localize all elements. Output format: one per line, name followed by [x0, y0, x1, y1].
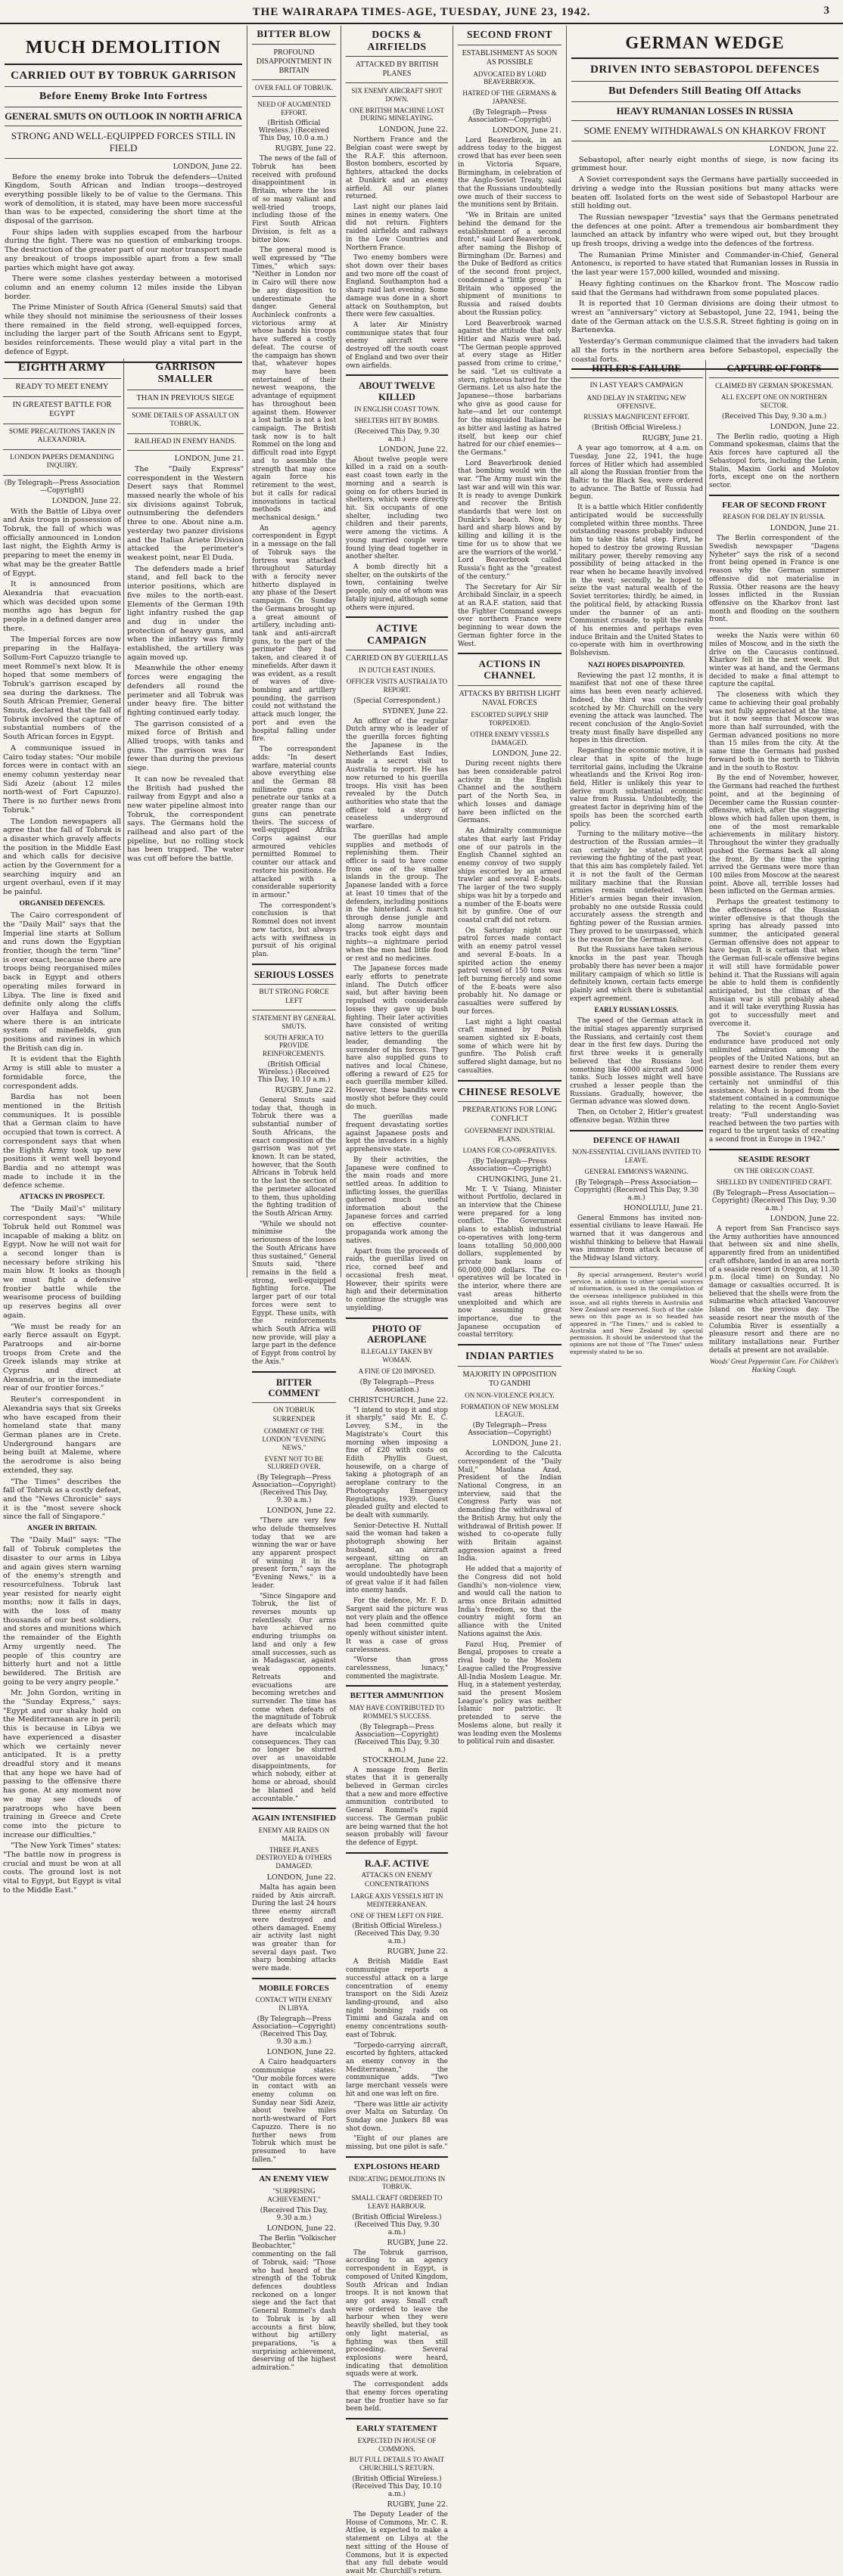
paragraph: Lord Beaverbrook warned against the attitude that only Hitler and Nazis were bad. "The German people approved at every stage as Hitler passed from crime to crime," he said. "Let us cultivate a stern, righteous hatred for the Germans. Let us also hate the Japanese—those barbarians who give as good cause for hate—and let our contempt for the misguided Italians be as bitter and lasting as hatred itself, but keep our chief hatred for our chief enemies—the Germans.": [458, 319, 561, 458]
dateline: LONDON, June 22.: [769, 144, 838, 154]
paragraph: A report from San Francisco says the Army authorities have announced that between six and nine shells, apparently fired from an unidentified craft offshore, landed in an area north of a seaside resort in Oregon, at 11.30 p.m. (local time) on Sunday. No damage or casualties occurred. It is believed that the shells were from the submarine which attacked Vancouver Island on the previous day. The seaside resort near the mouth of the Columbia River is essentially a pleasure resort and there are no military installations near. Further details at present are not available.: [709, 1224, 839, 1355]
dateline: LONDON, June 22.: [266, 2048, 336, 2057]
headline: ACTIONS IN CHANNEL: [478, 658, 541, 681]
subheadline: CLAIMED BY GERMAN SPOKESMAN.: [715, 382, 833, 390]
credit-line: (By Telegraph—Press Association—Copyright) (Received This Day, 9.30 a.m.): [252, 1474, 336, 1505]
paragraph: Perhaps the greatest testimony to the effectiveness of the Russian winter offensive is that though the spring has already passed into summer, the anticipated general German offensive does not appear to have begun. It is certain that when the German full-scale offensive begins it will still have formidable power behind it. That the Russians will again be able to hold them is confidently anticipated, but the climax of the Russian war is still probably ahead and it will take everything Russia has got to successfully meet and overcome it.: [709, 898, 839, 1028]
paragraph: He added that a majority of the Congress did not hold Gandhi's non-violence view, and would call the nation to arms once Britain admitted India's freedom, so that the country might form an alliance with the United Nations against the Axis.: [458, 1566, 561, 1638]
subheadline: INDICATING DEMOLITIONS IN TOBRUK.: [348, 2174, 446, 2191]
article-body: [346, 718, 448, 1313]
headline: R.A.F. ACTIVE: [365, 1858, 429, 1869]
subheadline: MAY HAVE CONTRIBUTED TO ROMMEL'S SUCCESS.: [349, 1704, 445, 1720]
subheadline: ATTACKED BY BRITISH PLANES: [355, 61, 439, 79]
article-body: [570, 1017, 703, 1125]
paragraph: Meanwhile the other enemy forces were engaging the defenders all round the perimeter and all Tobruk was under heavy fire. The bitter fighting continued early today.: [127, 664, 244, 717]
paragraph: "There was little air activity over Malta on Saturday. On Sunday one Junkers 88 was shot down.: [346, 2100, 448, 2133]
subheadline: ENEMY AIR RAIDS ON MALTA.: [258, 1826, 330, 1842]
paragraph: The "Daily Express" correspondent in the Western Desert says that Rommel massed nearly the whole of his six divisions against Tobruk, outnumbering the defenders three to one. About nine a.m. yesterday two panzer divisions and the Italian Ariete Division attacked the perimeter's weakest point, near El Duda.: [127, 464, 244, 562]
credit-line: (British Official Wireless.) (Received This Day, 10.0 a.m.): [258, 119, 330, 143]
dateline: LONDON, June 22.: [51, 496, 121, 505]
headline: INDIAN PARTIES: [465, 1350, 554, 1362]
paragraph: The Secretary for Air Sir Archibald Sinclair, in a speech at an R.A.F. station, said that the Fighter Command sweeps over northern France were beginning to wear down the German fighter force in the West.: [458, 583, 561, 648]
paragraph: It can now be revealed that the British had pushed the railway from Egypt and also a new water pipeline almost into Tobruk, the correspondent says. The Germans hold the railhead and also part of the pipeline, but no rolling stock has been trapped. The water was cut off before the battle.: [127, 774, 244, 864]
headline: FEAR OF SECOND FRONT: [722, 500, 826, 510]
subheadline: ON THE OREGON COAST.: [734, 1167, 814, 1175]
headline: SERIOUS LOSSES: [254, 969, 334, 980]
paragraph: It is announced from Alexandria that evacuation which was decided upon some months ago has begun for people in a defined danger area there.: [3, 580, 121, 633]
subheadline: IN GREATEST BATTLE FOR EGYPT: [12, 400, 112, 419]
headline: AGAIN INTENSIFIED: [252, 1814, 336, 1823]
article-body: [346, 456, 448, 613]
headline: EXPLOSIONS HEARD: [353, 2162, 440, 2171]
paragraph: "While we should not minimise the seriousness of the losses the South Africans have thus sustained," General Smuts said, "there remains in the field a strong, well-equipped fighting force. The larger part of our total forces were sent to Egypt. These units, with the reinforcements which South Africa will now provide, will play a large part in the defence of Egypt from control by the Axis.": [252, 1220, 336, 1366]
paragraph: Sebastopol, after nearly eight months of siege, is now facing its grimmest hour.: [571, 155, 838, 173]
credit-line: (British Official Wireless.) (Received This Day, 10.10 a.m.): [257, 1060, 331, 1084]
paragraph: Four ships laden with supplies escaped from the harbour during the fight. There was no question of embarking troops. The destruction of the greater part of our motor transport made any breakout of troops impossible apart from a few small parties which might have got away.: [5, 228, 242, 272]
headline: CHINESE RESOLVE: [459, 1085, 561, 1097]
subheadline: SIX ENEMY AIRCRAFT SHOT DOWN.: [351, 87, 443, 103]
article-body: [571, 156, 838, 364]
paragraph: But the Russians have taken serious knocks in the past year. Though probably there has never been a major military campaign of which so little is definitely known, certain facts emerge plainly and which there is substantial expert agreement.: [570, 946, 703, 1003]
subheadline: LOANS FOR CO-OPERATIVES.: [462, 1146, 557, 1154]
subheadline: BUT FULL DETAILS TO AWAIT CHURCHILL'S RETURN.: [349, 2456, 445, 2472]
paragraph: It is evident that the Eighth Army is still able to muster a formidable force, the correspondent adds.: [3, 1055, 121, 1091]
headline: HITLER'S FAILURE: [592, 363, 681, 374]
article-body: [3, 507, 121, 897]
paragraph: Apart from the proceeds of raids, the guerillas lived on rice, corned beef and occasional fresh meat. However, their spirits were high and their determination to continue the struggle was unyielding.: [346, 1247, 448, 1312]
dateline: LONDON, June 22.: [378, 445, 448, 454]
dateline: LONDON, June 22.: [378, 126, 448, 135]
paragraph: The guerillas had ample supplies and methods of replenishing them. Their officer is said to have come from one of the smaller islands in the group. The Japanese landed with a force at least 10 times that of the defenders, including positions in the hinterland. A march through dense jungle and along narrow mountain tracks took eight days and nights—a nightmare period when the men had little food or rest and no medicines.: [346, 833, 448, 963]
page-number: 3: [823, 5, 829, 17]
paragraph: Lord Beaverbrook, in an address today to the biggest crowd that has ever been seen in Victoria Square, Birmingham, in celebration of the Anglo-Soviet Treaty, said that the Russians undoubtedly owe much of their success to the munitions sent by Britain.: [458, 136, 561, 209]
paragraph: "Torpedo-carrying aircraft, escorted by fighters, attacked an enemy convoy in the Mediterranean," the communique adds. "Two large merchant vessels were hit and one was left on fire.: [346, 2041, 448, 2098]
dateline: RUGBY, June 22.: [387, 2238, 448, 2247]
headline: MOBILE FORCES: [259, 1983, 329, 1993]
paragraph: A message from Berlin states that it is generally believed in German circles that a new and more effective ammunition contributed to General Rommel's rapid success. The German public are being warned that the hot season probably will favour the defence of Egypt.: [346, 1766, 448, 1848]
paragraph: "The Times" describes the fall of Tobruk as a costly defeat, and the "News Chronicle" says it is the "most severe shock since the fall of Singapore.": [3, 1477, 121, 1522]
credit-line: (By Telegraph—Press Association—Copyright): [468, 1422, 552, 1438]
article-body: [570, 445, 703, 658]
dateline: LONDON, June 21.: [492, 126, 561, 135]
column-4: [453, 26, 566, 1746]
paragraph: "Worse than gross carelessness, lunacy," commented the magistrate.: [346, 1656, 448, 1681]
paragraph: The Cairo correspondent of the "Daily Mail" says that the Imperial line starts at Sollum and runs down the Egyptian frontier, though the term "line" is over exact, because there are troops being reorganised miles back in Egypt and others operating miles forward in Libya. The line is fixed and definite only along the cliffs over Halfaya and Sollum, where there is an intricate system of minefields, gun positions and ravines in which the British can dig in.: [3, 911, 121, 1053]
dateline: RUGBY, June 22.: [275, 1085, 336, 1094]
headline: CAPTURE OF FORTS: [726, 363, 822, 374]
paragraph: The "Daily Mail" says: "The fall of Tobruk completes the disaster to our arms in Libya and again gives stern warning of the enemy's strength and resourcefulness. Tobruk last year resisted for nearly eight months; now it falls in days, with the loss of many thousands of our best soldiers, and stores and munitions which the remainder of the Eighth Army urgently need. The people of this country are bitterly hurt and not a little bewildered. The British are going to be very angry people.": [3, 1536, 121, 1687]
article-body: [252, 155, 336, 958]
credit-line: (By Telegraph—Press Association—Copyright) (Received This Day, 9.30 a.m.): [354, 1723, 440, 1754]
headline: GERMAN WEDGE: [625, 33, 785, 52]
dateline: LONDON, June 22.: [266, 2224, 336, 2233]
article-body: [458, 137, 561, 649]
headline: DEFENCE OF HAWAII: [593, 1135, 680, 1145]
subheadline: LARGE AXIS VESSELS HIT IN MEDITERRANEAN.: [350, 1892, 443, 1908]
paragraph: "We in Britain are united behind the demand for the establishment of a second front," said Lord Beaverbrook, after naming the Bishop of Birmingham (Dr. Barnes) and the Duke of Bedford as critics of the second front project, condemned a "little group" in Britain who opposed the shipment of munitions to Russia and raised doubts about the Russian policy.: [458, 212, 561, 317]
paragraph: "There are very few who delude themselves today that we are winning the war or have any apparent prospect of winning it in its present form," says the "Evening News," in a leader.: [252, 1517, 336, 1590]
headline: CARRIED OUT BY TOBRUK GARRISON: [11, 69, 236, 82]
headline: DRIVEN INTO SEBASTOPOL DEFENCES: [590, 64, 820, 76]
paragraph: Senior-Detective H. Nuttall said the woman had taken a photograph showing her husband, an aircraft sergeant, sitting on an aeroplane. The photograph would undoubtedly have been of great value if it had fallen into enemy hands.: [346, 1522, 448, 1595]
paragraph: weeks the Nazis were within 60 miles of Moscow, and in the sixth the drive on the Caucasus continued. Kharkov fell in the next week. But winter was at hand, and the Germans decided to make a final attempt to capture the capital.: [709, 632, 839, 689]
headline: BITTER BLOW: [257, 28, 331, 39]
article-body: [127, 465, 244, 864]
paragraph: The Imperial forces are now preparing in the Halfaya-Sollum-Fort Capuzzo triangle to meet Rommel's next blow. It is hoped that some members of Tobruk's garrison escaped by sea during the darkness. The South African Premier, General Smuts, declared that the fall of Tobruk involved the capture of substantial numbers of the South African forces in Egypt.: [3, 635, 121, 742]
subheadline: OVER FALL OF TOBRUK.: [254, 83, 334, 92]
paragraph: Yesterday's German communique claimed that the invaders had taken all the forts in the northern area before Sebastopol, especially the coastal forts.: [571, 337, 838, 364]
subheadline: ILLEGALLY TAKEN BY WOMAN.: [360, 1348, 434, 1364]
dateline: RUGBY, June 22.: [387, 2500, 448, 2509]
paragraph: For the defence, Mr. F. D. Sargent said the picture was not very plain and the offence had been committed quite openly without sinister intent. It was a case of gross carelessness.: [346, 1597, 448, 1654]
subheadline: GENERAL EMMONS'S WARNING.: [584, 1167, 689, 1175]
article-body: [346, 136, 448, 370]
dateline: CHRISTCHURCH, June 22.: [348, 1395, 448, 1404]
subheadline: REASON FOR DELAY IN RUSSIA.: [723, 513, 826, 521]
credit-line: (By Telegraph—Press Association.): [359, 1378, 434, 1394]
paragraph: Northern France and the Belgian coast were swept by the R.A.F. this afternoon. Boston bombers, escorted by fighters, attacked the docks at Dunkirk and an enemy airfield. All our planes returned.: [346, 136, 448, 201]
column-rule: [123, 358, 124, 1277]
section-subhead: NAZI HOPES DISAPPOINTED.: [588, 660, 685, 669]
subheadline: ONE BRITISH MACHINE LOST DURING MINELAYING.: [350, 106, 444, 123]
article-body: [709, 1225, 839, 1355]
subheadline: SOME PRECAUTIONS TAKEN IN ALEXANDRIA.: [8, 428, 116, 445]
paragraph: Before the enemy broke into Tobruk the defenders—United Kingdom, South African and Indian troops—destroyed everything possible likely to be of value to the Germans. This work of demolition, it is stated, may have been more successful than was to be expected, considering the short time at the disposal of the garrison.: [5, 172, 242, 226]
paragraph: The "Daily Mail's" military correspondent says: "While Tobruk held out Rommel was incapable of making a blitz on Egypt. Now he will not wait for a second longer than is necessary before striking his main blow. It looks as though we must fight a defensive frontier battle while the wearisome process of building up reserves begins all over again.: [3, 1205, 121, 1320]
credit-line: (British Official Wireless.) (Received This Day, 10.10 a.m.): [352, 2475, 442, 2498]
paragraph: Last night a light coastal craft manned by Polish seamen sighted six E-boats, some of which were hit by gunfire. The Polish craft suffered slight damage, but no casualties.: [458, 1018, 561, 1075]
paragraph: According to the Calcutta correspondent of the "Daily Mail," Maulana Azad, President of the Indian National Congress, in an interview, said that the Congress Party was not demanding the withdrawal of the British Army, but only the withdrawal of British power. If wished to co-operate fully with Britain against aggression against a freed India.: [458, 1450, 561, 1563]
paragraph: "Since Singapore and Tobruk, the list of reverses mounts up relentlessly. Our arms have achieved no enduring triumphs on land and only a few small successes, such as in Madagascar, against weak opponents. Retreats and evacuations are becoming wretches and surrender. The time has come when defeats of the magnitude of Tobruk are defeats which may have incalculable consequences. They can no longer be slurred over as unavoidable disappointments, for which nobody, either at home or abroad, should be blamed and held accountable.": [252, 1592, 336, 1803]
section-subhead: ATTACKS IN PROSPECT.: [19, 1193, 105, 1202]
credit-line: (Special Correspondent.): [353, 697, 440, 705]
article-body: [709, 433, 839, 490]
article-body: [346, 1767, 448, 1848]
headline: SEASIDE RESORT: [738, 1154, 810, 1164]
paragraph: The Berlin "Volkischer Beobachter," commenting on the fall of Tobruk, said: "Those who had heard of the strength of the Tobruk defences doubtless reckoned on a longer siege and the fact that General Rommel's dash to Tobruk is by all accounts a first blow, without big artillery preparations, "is a surprising achievement, deserving of the highest admiration.": [252, 2234, 336, 2373]
article-body: [252, 1097, 336, 1367]
paragraph: Heavy fighting continues on the Kharkov front. The Moscow radio said that the Germans had withdrawn from some populated places.: [571, 279, 838, 297]
subheadline: CONTACT WITH ENEMY IN LIBYA.: [255, 1996, 333, 2013]
headline: BETTER AMMUNITION: [350, 1691, 444, 1701]
article-body-continued: [709, 632, 839, 1144]
subheadline: GENERAL SMUTS ON OUTLOOK IN NORTH AFRICA: [5, 110, 242, 122]
subheadline: IN ENGLISH COAST TOWN.: [353, 405, 440, 414]
paragraph: There were some clashes yesterday between a motorised column and an enemy column 12 miles inside the Libyan border.: [5, 275, 242, 301]
column-5: [567, 26, 843, 1374]
credit-line: (By Telegraph—Press Association—Copyright) (Received This Day, 9.30 a.m.): [574, 1178, 699, 1202]
dateline: LONDON, June 21.: [174, 454, 244, 463]
subheadline: CARRIED ON BY GUERILLAS: [346, 654, 448, 663]
headline: PHOTO OF AEROPLANE: [367, 1323, 427, 1345]
headline: GARRISON SMALLER: [155, 362, 216, 386]
dateline: RUGBY, June 21.: [642, 434, 703, 443]
dateline: LONDON, June 22.: [492, 750, 561, 759]
paragraph: An Admiralty communique states that early last Friday one of our patrols in the English Channel sighted an enemy convoy of two supply ships escorted by an armed trawler and several E-boats. The larger of the two supply ships was hit by a torpedo and a number of the E-boats were hit by gunfire. One of our coastal craft did not return.: [458, 827, 561, 924]
section-subhead: ANGER IN BRITAIN.: [27, 1525, 97, 1533]
subheadline: SHELLED BY UNIDENTIFIED CRAFT.: [716, 1178, 832, 1187]
paragraph: With the Battle of Libya over and Axis troops in possession of Tobruk, the fall of which was officially announced in London last night, the Eighth Army is preparing to meet the enemy in what may be the greater Battle of Egypt.: [3, 507, 121, 578]
advertisement: Woods' Great Peppermint Cure. For Children's Hacking Cough.: [709, 1358, 838, 1374]
subheadline: OTHER ENEMY VESSELS DAMAGED.: [470, 730, 549, 746]
subheadline: ON NON-VIOLENCE POLICY.: [465, 1391, 555, 1399]
dateline: LONDON, June 22.: [770, 1214, 839, 1223]
paragraph: "Eight of our planes are missing, but one pilot is safe.": [346, 2135, 448, 2152]
subheadline: THREE PLANES DESTROYED & OTHERS DAMAGED.: [256, 1845, 332, 1870]
headline: MUCH DEMOLITION: [25, 38, 222, 57]
paragraph: Lord Beaverbrook denied that bombing would win the war. "The Army must win the last war and will win this war. It is ready to avenge Dunkirk and recover the British standards that were lost on Dunkirk's beach. Now, by hard and sharp blows and by killing and killing it is the time for us to show that we are the warriors of the world." Lord Beaverbrook called Russia's fight as the "greatest of the century.": [458, 459, 561, 581]
dateline: CHUNGKING, June 21.: [477, 1175, 561, 1184]
dateline: SYDNEY, June 22.: [382, 706, 448, 715]
credit-line: (British Official Wireless.) (Received This Day, 9.30 a.m.): [352, 1923, 442, 1946]
credit-line: (Received This Day, 9.30 a.m.): [354, 427, 440, 443]
article-body: [570, 1215, 703, 1263]
newspaper-title: THE WAIRARAPA TIMES-AGE, TUESDAY, JUNE 23, 1942.: [252, 6, 591, 18]
paragraph: The correspondent's conclusion is that Rommel does not invent new tactics, but always acts with swiftness in pursuit of his original plan.: [252, 902, 336, 959]
article-body: [458, 1450, 561, 1746]
dateline: RUGBY, June 22.: [275, 144, 336, 154]
paragraph: A Cairo headquarters communique states: "Our mobile forces were in contact with an enemy column on Sunday near Sidi Azeiz, about twelve miles north-westward of Fort Capuzzo. There is no further news from Tobruk which must be presumed to have fallen.": [252, 2059, 336, 2164]
paragraph: The Berlin radio, quoting a High Command spokesman, claims that the Axis forces have captured all the Sebastopol forts, including the Lenin, Stalin, Maxim Gorki and Molotov forts, except one on the northern sector.: [709, 433, 839, 490]
subheadline: PREPARATIONS FOR LONG CONFLICT: [462, 1106, 557, 1124]
subheadline: THAN IN PREVIOUS SIEGE: [136, 394, 235, 403]
paragraph: An agency correspondent in Egypt in a message on the fall of Tobruk says the fortress was attacked throughout Saturday with a ferocity never hitherto displayed in any phase of the Desert campaign. On Sunday the Germans brought up a great amount of artillery, including anti-tank and anti-aircraft guns, to the part of the perimeter they had taken, and cleared it of minefields. After dawn it was evident, as a result of waves of dive-bombing and artillery pounding, the garrison could not withstand the attack much longer, the port and even the hospital falling under fire.: [252, 524, 336, 743]
subheadline: NON-ESSENTIAL CIVILIANS INVITED TO LEAVE.: [571, 1148, 701, 1164]
article-body: [570, 672, 703, 1004]
paragraph: The Rumanian Prime Minister and Commander-in-Chief, General Antonescu, is reported to have stated that Rumanian losses in Russia in the last year were 157,000 killed, wounded and missing.: [571, 250, 838, 278]
paragraph: General Smuts said today that, though in Tobruk there was a substantial number of South Africans, the exact composition of the garrison was not yet known. It can be stated, however, that the South Africans in Tobruk held to the last the section of the perimeter allocated to them, thus upholding the fighting tradition of the South African Army.: [252, 1096, 336, 1218]
column-3: [341, 26, 453, 2575]
subheadline: ESCORTED SUPPLY SHIP TORPEDOED.: [471, 711, 549, 727]
paragraph: Mr. T. V. Tsiang, Minister without Portfolio, declared in an interview that the Chinese were prepared for a long conflict. The Government plans to establish industrial co-operatives with long-term loans totalling 50,000,000 dollars, supplemented by private bank loans of 60,000,000 dollars. The co-operatives will be located in the interior, where there are vast areas hitherto unexploited and which are now assuming great importance, due to the Japanese occupation of coastal territory.: [458, 1185, 561, 1339]
article-body: [709, 535, 839, 624]
hitlers-failure-article: [570, 360, 703, 1355]
section-subhead: EARLY RUSSIAN LOSSES.: [594, 1006, 679, 1014]
garrison-article: [127, 358, 244, 1277]
eighth-army-article: [3, 358, 121, 1895]
subheadline: MAJORITY IN OPPOSITION TO GANDHI: [462, 1370, 557, 1388]
right-subcolumn: [709, 360, 839, 1374]
subheadline: SOUTH AFRICA TO PROVIDE REINFORCEMENTS.: [263, 1033, 325, 1058]
paragraph: About twelve people were killed in a raid on a south-east coast town early in the morning and a search is going on for others buried in shelters, which were directly hit. Six occupants of one shelter, including two children and their parents, were among the victims. A young married couple were found lying dead together in another shelter.: [346, 455, 448, 561]
credit-line: (By Telegraph—Press Association—Copyright): [4, 479, 120, 495]
dateline: LONDON, June 22.: [173, 162, 242, 171]
subheadline: LONDON PAPERS DEMANDING INQUIRY.: [10, 453, 114, 470]
dateline: HONOLULU, June 21.: [624, 1203, 703, 1212]
credit-line: (By Telegraph—Press Association—Copyright): [468, 1157, 552, 1173]
paragraph: The news of the fall of Tobruk has been received with profound disappointment in Britain, where the loss of so many valiant and well-tried troops, including those of the First South African Division, is felt as a bitter blow.: [252, 155, 336, 244]
subheadline: SOME ENEMY WITHDRAWALS ON KHARKOV FRONT: [583, 125, 826, 137]
paragraph: Fazul Huq, Premier of Bengal, proposes to create a rival body to the Moslem League called the Progressive All-India Moslem League. Mr. Huq, in a statement yesterday, said the present Moslem League's policy was neither Islamic nor patriotic. It pretended to serve the Moslems alone, but really it was leading even the Moslems to political ruin and disaster.: [458, 1640, 561, 1746]
paragraph: The correspondent adds: "In desert warfare, material counts above everything else and the German 88 millimetre guns can penetrate our tanks at a greater range than our guns can penetrate theirs. The success of well-equipped Afrika Corps against our armoured vehicles permitted Rommel to counter our attack and restore his positions. He attacked with a considerable superiority in armour.": [252, 746, 336, 900]
paragraph: Mr. John Gordon, writing in the "Sunday Express," says: "Egypt and our shaky hold on the Mediterranean are in peril; this is because in Libya we have experienced a disaster which we certainly never anticipated. It is a pretty dreadful story and it means that any hope we have had of passing to the offensive there has gone. At any moment now we may see clouds of paratroops who have been training in Greece and Crete come into the picture to increase our difficulties.": [3, 1689, 121, 1839]
article-body: [346, 2511, 448, 2576]
paragraph: It is reported that 10 German divisions are doing their utmost to wrest an "anniversary" victory at Sebastopol, June 22, 1941, being the date of the German attack on the U.S.S.R. Street fighting is going on in Bartenevka.: [571, 299, 838, 335]
paragraph: The Soviet's courage and endurance have produced not only unlimited admiration among the peoples of the United Nations, but an earnest desire to render them every possible assistance. The Russians are certainly not unmindful of this assistance. Much is hoped from the statement contained in a communique relating to the recent Anglo-Soviet treaty: "Full understanding was reached between the two parties with regard to the urgent tasks of creating a second front in Europe in 1942.": [709, 1030, 839, 1144]
subheadline: EXPECTED IN HOUSE OF COMMONS.: [357, 2436, 437, 2453]
credit-line: (Received This Day, 9.30 a.m.): [260, 2206, 328, 2222]
subheadline: OFFICER VISITS AUSTRALIA TO REPORT.: [346, 678, 448, 694]
dateline: RUGBY, June 22.: [387, 1948, 448, 1957]
paragraph: The Prime Minister of South Africa (General Smuts) said that while they should not minimise the seriousness of their losses there remained in the field strong, well-equipped forces, including the larger part of the South Africans sent to Egypt, besides reinforcements. These would play a vital part in the defence of Egypt.: [5, 303, 242, 356]
paragraph: The general mood is well expressed by "The Times," which says: "Neither in London nor in Cairo will there now be any disposition to underestimate the danger. General Auchinleck confronts a victorious army at whose hands his troops have suffered a costly defeat. The course of the campaign has shown that, whatever hopes may have been entertained of their newest weapons, the advantage of equipment has throughout been against them. However a lost battle is not a lost campaign. The British task now is to halt Rommel on the long and difficult road into Egypt and to assemble the strength that may once again force his retirement to the west, but it calls for radical innovations in tactical methods and mechanical design.": [252, 247, 336, 522]
subheadline: ESTABLISHMENT AS SOON AS POSSIBLE: [462, 48, 558, 67]
paragraph: The Tobruk garrison, according to an agency correspondent in Egypt, is composed of United Kingdom, South African and Indian troops. It is not known that any got away. Small craft were ordered to leave the harbour when they were heavily shelled, but they took only light material, as fighting was then still proceeding. Several explosions were heard, indicating that demolition squads were at work.: [346, 2249, 448, 2379]
lead-story-column: [0, 26, 247, 1895]
credit-line: (By Telegraph—Press Association—Copyright) (Received This Day, 9.30 a.m.): [711, 1189, 837, 1212]
subheadline: But Defenders Still Beating Off Attacks: [608, 85, 801, 97]
subheadline: STATEMENT BY GENERAL SMUTS.: [252, 1013, 336, 1030]
paragraph: The Berlin correspondent of the Swedish newspaper "Dagens Nyheter" says the risk of a second front being opened in France is one reason why the German summer offensive did not materialise in Russia. Other reasons are the heavy losses inflicted in the Russian offensive on the Kharkov front last month and flooding on the southern front.: [709, 535, 839, 624]
subheadline: STRONG AND WELL-EQUIPPED FORCES STILL IN FIELD: [11, 130, 236, 154]
credit-line: (Received This Day, 9.30 a.m.): [721, 412, 827, 421]
credit-line: (British Official Wireless.): [591, 424, 682, 433]
subheadline: RAILHEAD IN ENEMY HANDS.: [134, 437, 237, 445]
paragraph: Bardia has not been mentioned in the British communiques. It is possible that a German claim to have occupied that town is correct. A correspondent says that when the Eighth Army took up new positions it went well beyond Bardia and no attempt was made to include it in the defence scheme.: [3, 1093, 121, 1190]
subheadline: RUSSIA'S MAGNIFICENT EFFORT.: [583, 413, 689, 421]
paragraph: A communique issued in Cairo today states: "Our mobile forces were in contact with an enemy column yesterday near Sidi Azeiz (about 12 miles north-west of Fort Capuzzo). There is no further news from Tobruk.": [3, 743, 121, 815]
paragraph: Malta has again been raided by Axis aircraft. During the last 24 hours three enemy aircraft were destroyed and others damaged. Enemy air activity last night was greater than for several days past. Two sharp bombing attacks were made.: [252, 1883, 336, 1973]
paragraph: The Deputy Leader of the House of Commons, Mr. C. R. Attlee, is expected to make a statement on Libya at the next sitting of the House of Commons, but it is expected that any full debate would await Mr. Churchill's return.: [346, 2510, 448, 2575]
subheadline: GOVERNMENT INDUSTRIAL PLANS.: [464, 1127, 555, 1143]
paragraph: Turning to the military motive—the destruction of the Russian armies—it can certainly be stated, without reviewing the fighting of the past year, that this aim has completely failed. Yet it is not the fault of the German military machine that the Russian armies remain undefeated. When Hitler's armies began their invasion, probably no one outside Russia could accurately assess the strength and fighting power of the Russian armies. They proved to be unsurpassed, which is the reason for the German failure.: [570, 830, 703, 944]
paragraph: A later Air Ministry communique states that four enemy aircraft were destroyed off the south coast of England and two over their own airfields.: [346, 321, 448, 370]
subheadline: A FINE OF £20 IMPOSED.: [358, 1367, 436, 1375]
subheadline: NEED OF AUGMENTED EFFORT.: [257, 100, 331, 116]
subheadline: SHELTERS HIT BY BOMBS.: [354, 416, 440, 424]
article-body: [458, 1186, 561, 1340]
credit-line: (By Telegraph—Press Association—Copyright): [468, 108, 552, 124]
credit-line: (British Official Wireless.) (Received This Day, 9.30 a.m.): [352, 2213, 442, 2236]
subheadline: ALL EXCEPT ONE ON NORTHERN SECTOR.: [721, 393, 827, 409]
subheadline: COMMENT OF THE LONDON "EVENING NEWS.": [262, 1427, 326, 1451]
subheadline: AND DELAY IN STARTING NEW OFFENSIVE.: [586, 393, 686, 410]
article-body: [3, 1205, 121, 1522]
headline: EIGHTH ARMY: [18, 362, 106, 374]
paragraph: The garrison consisted of a mixed force of British and Allied troops, with tanks and guns. The garrison was far fewer than during the previous siege.: [127, 719, 244, 773]
subheadline: ADVOCATED BY LORD BEAVERBROOK.: [473, 70, 546, 86]
paragraph: A Soviet correspondent says the Germans have partially succeeded in driving a wedge into the Russian positions but many attacks were beaten off. Isolated forts on the west side of Sebastopol Harbour are still holding out.: [571, 175, 838, 211]
subheadline: ONE OF THEM LEFT ON FIRE.: [350, 1911, 443, 1920]
paragraph: The speed of the German attack in the initial stages apparently surprised the Russians, and certainly cost them dear in the first few days. During the first three weeks it is generally believed that the Russians lost something like 4000 aircraft and 5000 tanks. Such losses might well have crushed a lesser people than the Russians. Gradually, however, the German advance was slowed down.: [570, 1017, 703, 1106]
paragraph: "The New York Times" states: "The battle now in progress is crucial and must be won at all costs. The ground lost is not vital to Egypt, but Egypt is vital to the Middle East.": [3, 1842, 121, 1895]
paragraph: An officer of the regular Dutch army who is leader of the guerilla forces fighting the Japanese in the Netherlands East Indies, made a secret visit to Australia to report. He has now returned to his guerilla troops. His visit has been revealed by the Dutch authorities who state that the officer told a story of ceaseless underground warfare.: [346, 717, 448, 831]
paragraph: A year ago tomorrow, at 4 a.m. on Tuesday, June 22, 1941, the huge forces of Hitler which had assembled all along the Russian frontier from the Baltic to the Black Sea, were ordered to advance. The Battle of Russia had begun.: [570, 445, 703, 501]
paragraph: A British Middle East communique reports a successful attack on a large concentration of enemy transport on the Sidi Azeiz landing-ground, and also night bombing raids on Timimi and Gazala and on enemy concentrations south-east of Tobruk.: [346, 1958, 448, 2039]
paragraph: Reviewing the past 12 months, it is manifest that not one of these three aims has been even nearly achieved. Indeed, the third was conclusively scotched by Mr. Churchill on the very evening the attack was launched. The recent conclusion of the Anglo-Soviet treaty must finally have dispelled any hopes in this direction.: [570, 672, 703, 745]
dateline: LONDON, June 22.: [266, 1507, 336, 1516]
paragraph: The correspondent adds that enemy forces operating near the frontier have so far been held.: [346, 2381, 448, 2413]
paragraph: The London newspapers all agree that the fall of Tobruk is a disaster which gravely affects the position in the Middle East and which calls for decisive action by the Government for a searching inquiry and an urgent overhaul, even if it may be painful.: [3, 817, 121, 897]
section-subhead: ORGANISED DEFENCES.: [19, 899, 105, 908]
paragraph: By special arrangement, Reuter's world service, in addition to other special sources of information, is used in the compilation of the overseas intelligence published in this issue, and all rights therein in Australia and New Zealand are reserved. Such of the cable news on this page as is so headed has appeared in "The Times," and is cabled to Australia and New Zealand by special permission. It should be understood that the opinions are not those of "The Times" unless expressly stated to be so.: [570, 1271, 703, 1355]
paragraph: Regarding the economic motive, it is clear that in spite of the huge territorial gains, including the Ukraine wheatlands and the Krivoi Rog iron-field, Hitler is unlikely this year to derive much substantial economic value from Russia. Undoubtedly, the greatest factor in depriving him of the spoils has been the scorched earth policy.: [570, 747, 703, 828]
column-2: [247, 26, 341, 2373]
article-body: [252, 2059, 336, 2164]
paragraph: On Saturday night our patrol forces made contact with an enemy patrol vessel and several E-boats. In a spirited action the enemy patrol vessel of 150 tons was left burning fiercely and some of the E-boats were also probably hit. No damage or casualties were suffered by our forces.: [458, 926, 561, 1016]
article-body: [3, 911, 121, 1190]
subheadline: IN LAST YEAR'S CAMPAIGN: [589, 382, 683, 390]
credit-line: (By Telegraph—Press Association—Copyright) (Received This Day, 9.30 a.m.): [252, 2016, 336, 2047]
headline: DOCKS & AIRFIELDS: [367, 29, 427, 52]
paragraph: The closeness with which they came to achieving their goal probably was not fully appreciated at the time, but it now seems that Moscow was more than half surrounded, with the German advanced positions no more than 15 miles from the city. At the same time the Germans had pushed forward both in the north to Tikhvin and in the south to Rostov.: [709, 691, 839, 772]
copyright-note: [570, 1271, 703, 1355]
subheadline: PROFOUND DISAPPOINTMENT IN BRITAIN: [256, 48, 332, 75]
subheadline: EVENT NOT TO BE SLURRED OVER.: [264, 1454, 324, 1471]
headline: AN ENEMY VIEW: [259, 2174, 329, 2184]
subheadline: HATRED OF THE GERMANS & JAPANESE.: [462, 89, 557, 105]
paragraph: The defenders made a brief stand, and fell back to the interior positions, which are five miles to the north-east. Elements of the German 19th light infantry rushed the gap and dug in under the protection of heavy guns, and when the infantry was firmly established, the artillery was again moved up.: [127, 564, 244, 662]
article-body: [252, 1884, 336, 1973]
paragraph: Reuter's correspondent in Alexandria says that six Greeks who have escaped from their homeland state that many German planes are in Crete. Underground hangars are being built at Maleme, where the aerodrome is also being extended, they say.: [3, 1395, 121, 1475]
subheadline: HEAVY RUMANIAN LOSSES IN RUSSIA: [616, 105, 794, 116]
paragraph: Last night our planes laid mines in enemy waters. One did not return. Fighters raided airfields and railways in the Low Countries and Northern France.: [346, 203, 448, 252]
subheadline: READY TO MEET ENEMY: [15, 383, 109, 392]
headline: BITTER COMMENT: [268, 1376, 320, 1398]
dateline: LONDON, June 22.: [266, 1873, 336, 1882]
paragraph: By the end of November, however, the Germans had reached the furthest point, and at the beginning of December came the Russian counter-offensive, which, after the staggering blows which had fallen upon them, is one of the most remarkable achievements in military history. Throughout the winter they gradually pushed the Germans back all along the front. By the time the spring arrived the Germans were more than 100 miles from Moscow at the nearest point. Above all, terrible losses had been inflicted on the German armies.: [709, 774, 839, 896]
paragraph: The guerillas made frequent devastating sorties against Japanese posts and kept the invaders in a highly apprehensive state.: [346, 1113, 448, 1154]
headline: ACTIVE CAMPAIGN: [367, 622, 427, 646]
subheadline: SMALL CRAFT ORDERED TO LEAVE HARBOUR.: [351, 2194, 443, 2210]
article-body: [346, 1958, 448, 2152]
headline: ABOUT TWELVE KILLED: [359, 380, 435, 402]
subheadline: ON TOBRUK SURRENDER: [272, 1407, 316, 1423]
paragraph: General Emmons has invited non-essential civilians to leave Hawaii. He warned that it was dangerous and wishful thinking to believe that Hawaii was immune from attack because of the Midway Island victory.: [570, 1214, 703, 1263]
article-body: [346, 2249, 448, 2413]
article-body: [252, 1517, 336, 1803]
paragraph: Two enemy bombers were shot down over their bases and two more off the coast of England. Southampton had a sharp raid last evening. Some damage was done in a short attack on Southampton, but there were few casualties.: [346, 254, 448, 319]
article-body: [458, 760, 561, 1075]
paragraph: The Japanese forces made early efforts to penetrate inland. The Dutch officer said, but after having been repulsed with considerable losses they gave up bush fighting. Their later activities have consisted of writing native letters to the guerilla leader, demanding the surrender of his forces. They have also supplied guns to natives and local Chinese, offering a reward of £25 for each guerilla member killed. However, these bandits were mostly shot before they could do much.: [346, 965, 448, 1111]
subheadline: SOME DETAILS OF ASSAULT ON TOBRUK.: [132, 411, 239, 429]
headline: EARLY STATEMENT: [356, 2424, 438, 2434]
paragraph: Then, on October 2, Hitler's greatest offensive began. Within three: [570, 1109, 703, 1125]
paragraph: By their activities, the Japanese were confined to the main roads and more settled areas. In addition to inflicting losses, the guerillas gathered much useful information about the Japanese forces and carried on effective counter-propaganda work among the natives.: [346, 1156, 448, 1246]
paragraph: The Russian newspaper "Izvestia" says that the Germans penetrated the defences at one point. After a tremendous air bombardment they launched an attack by infantry who were wiped out, but they brought up fresh troops, driving a wedge into the defences of the fortress.: [571, 213, 838, 249]
masthead: [0, 0, 843, 24]
dateline: LONDON, June 21.: [492, 1439, 561, 1448]
subheadline: IN DUTCH EAST INDIES.: [358, 666, 436, 675]
headline: SECOND FRONT: [467, 29, 552, 40]
subheadline: BUT STRONG FORCE LEFT: [259, 989, 329, 1005]
dateline: LONDON, June 22.: [770, 422, 839, 431]
article-body: [346, 1407, 448, 1681]
dateline: STOCKHOLM, June 22.: [362, 1755, 448, 1764]
subheadline: Before Enemy Broke Into Fortress: [39, 90, 208, 102]
dateline: LONDON, June 21.: [770, 524, 839, 533]
subheadline: ATTACKS BY BRITISH LIGHT NAVAL FORCES: [459, 690, 561, 708]
subheadline: "SURPRISING ACHIEVEMENT.": [267, 2187, 321, 2203]
paragraph: It is a battle which Hitler confidently anticipated would be successfully completed within three months. Three outstanding reasons probably induced him to take this fatal step. First, he hoped to destroy the growing Russian military power, thereby removing any possibility of being attacked in the rear when he became heavily involved in the west; secondly, he hoped to seize the vast natural wealth of the Soviet territories; thirdly, he aimed, in the political field, by attacking Russia under the banner of an anti-Communist crusade, to split the ranks of his enemies and perhaps even induce Britain and the United States to co-operate with him in overthrowing Bolshevism.: [570, 504, 703, 658]
subheadline: FORMATION OF NEW MOSLEM LEAGUE.: [460, 1402, 559, 1419]
subheadline: ATTACKS ON ENEMY CONCENTRATIONS: [361, 1872, 433, 1889]
article-body: [252, 2235, 336, 2373]
paragraph: "I intend to stop it and stop it sharply," said Mr. E. C. Levvey, S.M., in the Magistrate's Court this morning when imposing a fine of £20 with costs on Edith Phyllis Guest, housewife, on a charge of taking a photograph of an aeroplane contrary to the Photography Emergency Regulations, 1939. Guest pleaded guilty and elected to be dealt with summarily.: [346, 1406, 448, 1519]
paragraph: "We must be ready for an early fierce assault on Egypt. Paratroops and air-borne troops from Crete and the Greek islands may strike at Cyprus and direct at Alexandria, or in the immediate rear of our frontier forces.": [3, 1322, 121, 1393]
article-body: [3, 1536, 121, 1895]
paragraph: A bomb directly hit a shelter, on the outskirts of the town, containing twelve people, only one of whom was fatally injured, although some others were injured.: [346, 563, 448, 612]
column-rule: [705, 360, 706, 1277]
article-body: [5, 173, 242, 357]
paragraph: During recent nights there has been considerable patrol activity in the English Channel and the southern part of the North Sea, in which losses and damage have been inflicted on the Germans.: [458, 760, 561, 825]
